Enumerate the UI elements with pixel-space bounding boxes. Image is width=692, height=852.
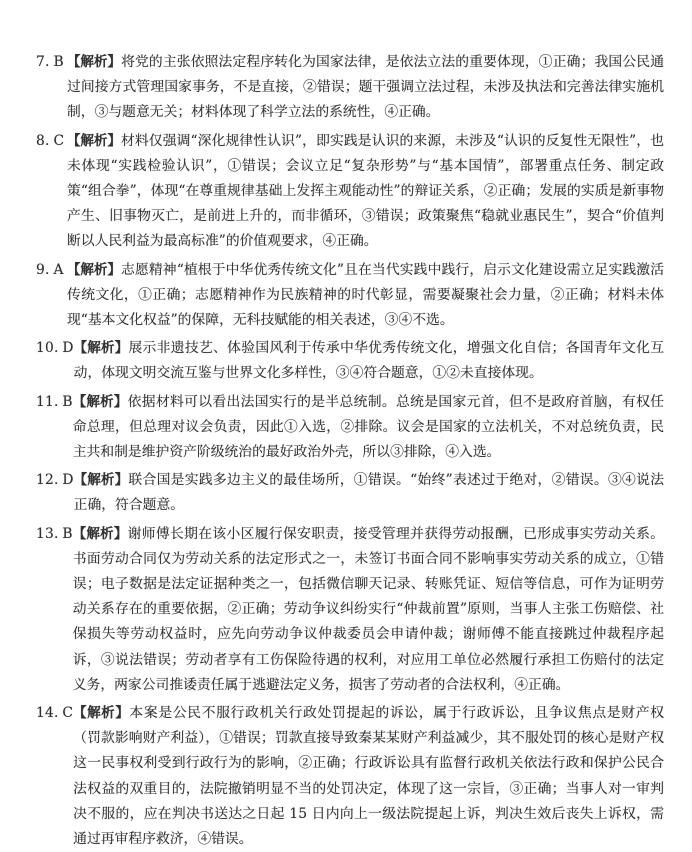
- question-no: 11.: [36, 393, 59, 410]
- analysis-label: 【解析】: [72, 394, 128, 410]
- answer-item-8: [36, 129, 664, 255]
- answer-letter: B: [62, 525, 73, 542]
- analysis-body: 本案是公民不服行政机关行政处罚提起的诉讼，属于行政诉讼，且争议焦点是财产权（罚款影响财产利益），①错误；罚款直接导致秦某某财产利益减少，其不服处罚的核心是财产权这一民事权利受到行政行为的影响，②正确；行政诉讼具有监督行政机关依法行政和保护公民合法权益的双重目的，法院撤销明显不当的处罚决定，体现了这一宗旨，③正确；当事人对一审判决不服的，应在判决书送达之日起 15 日内向上一级法院提起上诉，判决生效后丧失上诉权，需通过再审程序救济，④错误。: [73, 705, 665, 848]
- question-no: 9.: [36, 261, 50, 278]
- analysis-body: 志愿精神“植根于中华优秀传统文化”且在当代实践中践行，启示文化建设需立足实践激活传统文化，①正确；志愿精神作为民族精神的时代彰显，需要凝聚社会力量，②正确；材料未体现“基本文化权益”的保障，无科技赋能的相关表述，③④不选。: [67, 261, 665, 329]
- analysis-text: [73, 390, 664, 466]
- analysis-label: 【解析】: [67, 262, 122, 278]
- question-number: [36, 468, 74, 493]
- question-number: [36, 50, 67, 75]
- answer-letter: D: [62, 340, 74, 357]
- analysis-body: 将党的主张依照法定程序转化为国家法律，是依法立法的重要体现，①正确；我国公民通过间接方式管理国家事务，不是直接，②错误；题干强调立法过程，未涉及执法和完善法律实施机制，③与题意无关；材料体现了科学立法的系统性，④正确。: [67, 54, 665, 121]
- analysis-body: 材料仅强调“深化规律性认识”，即实践是认识的来源，未涉及“认识的反复性无限性”，也未体现“实践检验认识”，①错误；会议立足“复杂形势”与“基本国情”，部署重点任务、制定政策“组合拳”，体现“在尊重规律基础上发挥主观能动性”的辩证关系，②正确；发展的实质是新事物产生、旧事物灭亡，是前进上升的，而非循环，③错误；政策聚焦“稳就业惠民生”，契合“价值判断以人民利益为最高标准”的价值观要求，④正确。: [67, 132, 664, 250]
- analysis-label: 【解析】: [72, 526, 128, 542]
- question-number: [36, 258, 67, 283]
- answer-letter: C: [62, 705, 74, 722]
- answer-letter: C: [53, 132, 65, 149]
- analysis-text: [74, 468, 664, 518]
- answer-item-7: [36, 50, 664, 126]
- question-number: [36, 336, 74, 361]
- answer-item-13: [36, 522, 664, 698]
- question-no: 14.: [36, 705, 59, 722]
- analysis-body: 谢师傅长期在该小区履行保安职责，接受管理并获得劳动报酬，已形成事实劳动关系。书面劳动合同仅为劳动关系的法定形式之一，未签订书面合同不影响事实劳动关系的成立，①错误；电子数据是法定证据种类之一，包括微信聊天记录、转账凭证、短信等信息，可作为证明劳动关系存在的重要依据，②正确；劳动争议纠纷实行“仲裁前置”原则，当事人主张工伤赔偿、社保损失等劳动权益时，应先向劳动争议仲裁委员会申请仲裁；谢师傅不能直接跳过仲裁程序起诉，③说法错误；劳动者享有工伤保险待遇的权利，对应用工单位必然履行承担工伤赔付的法定义务，两家公司推诿责任属于逃避法定义务，损害了劳动者的合法权利，④正确。: [72, 525, 665, 693]
- analysis-label: 【解析】: [67, 55, 122, 70]
- answer-letter: B: [62, 393, 73, 410]
- question-number: [36, 701, 73, 726]
- analysis-text: [73, 522, 664, 698]
- answer-letter: B: [53, 54, 64, 70]
- question-no: 8.: [36, 132, 50, 149]
- analysis-text: [67, 50, 664, 126]
- answer-item-11: [36, 390, 664, 466]
- answer-item-10: [36, 336, 664, 386]
- analysis-label: 【解析】: [73, 706, 130, 722]
- question-no: 10.: [36, 340, 59, 357]
- analysis-text: [74, 336, 664, 386]
- answer-item-9: [36, 258, 664, 334]
- analysis-text: [67, 129, 664, 255]
- answer-letter: A: [53, 261, 64, 278]
- analysis-text: [73, 701, 664, 852]
- question-number: [36, 129, 67, 154]
- analysis-body: 联合国是实践多边主义的最佳场所，①错误。“始终”表述过于绝对，②错误。③④说法正确，符合题意。: [73, 472, 665, 514]
- answer-letter: D: [62, 472, 74, 489]
- question-number: [36, 522, 73, 547]
- analysis-label: 【解析】: [67, 133, 121, 149]
- answer-item-14: [36, 701, 664, 852]
- question-no: 7.: [36, 54, 50, 70]
- analysis-label: 【解析】: [73, 473, 129, 489]
- question-number: [36, 390, 73, 415]
- analysis-body: 依据材料可以看出法国实行的是半总统制。总统是国家元首，但不是政府首脑，有权任命总理，但总理对议会负责，因此①入选，②排除。议会是国家的立法机关，不对总统负责，民主共和制是维护资产阶级统治的最好政治外壳，所以③排除，④入选。: [72, 393, 665, 461]
- analysis-label: 【解析】: [73, 341, 129, 357]
- analysis-body: 展示非遗技艺、体验国风利于传承中华优秀传统文化，增强文化自信；各国青年文化互动，体现文明交流互鉴与世界文化多样性，③④符合题意，①②未直接体现。: [73, 340, 664, 382]
- question-no: 13.: [36, 525, 59, 542]
- analysis-text: [67, 258, 664, 334]
- question-no: 12.: [36, 472, 59, 489]
- answer-item-12: [36, 468, 664, 518]
